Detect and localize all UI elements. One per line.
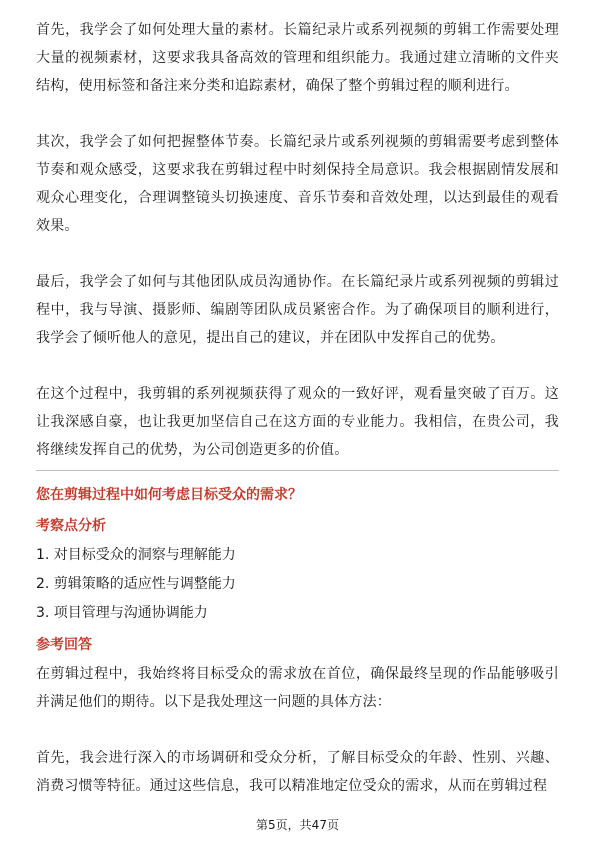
analysis-item-3: 3. 项目管理与沟通协调能力: [36, 605, 208, 621]
interview-question: 您在剪辑过程中如何考虑目标受众的需求？: [36, 487, 302, 503]
body-paragraph-2: 其次，我学会了如何把握整体节奏。长篇纪录片或系列视频的剪辑需要考虑到整体节奏和观众感受，这要求我在剪辑过程中时刻保持全局意识。我会根据剧情发展和观众心理变化，合理调整镜头切换速度、音乐节奏和音效处理，以达到最佳的观看效果。: [36, 134, 559, 234]
answer-paragraph-1: 在剪辑过程中，我始终将目标受众的需求放在首位，确保最终呈现的作品能够吸引并满足他们的期待。以下是我处理这一问题的具体方法：: [36, 666, 559, 710]
document-page: [36, 16, 559, 828]
analysis-item-2: 2. 剪辑策略的适应性与调整能力: [36, 576, 236, 592]
section-divider: [36, 470, 559, 471]
body-paragraph-4: 在这个过程中，我剪辑的系列视频获得了观众的一致好评，观看量突破了百万。这让我深感自豪，也让我更加坚信自己在这方面的专业能力。我相信，在贵公司，我将继续发挥自己的优势，为公司创造更多的价值。: [36, 386, 559, 458]
analysis-title: 考察点分析: [36, 518, 106, 534]
analysis-list: [36, 541, 559, 628]
page-number: 第5页，共47页: [256, 818, 339, 832]
analysis-item-1: 1. 对目标受众的洞察与理解能力: [36, 547, 236, 563]
body-paragraph-3: 最后，我学会了如何与其他团队成员沟通协作。在长篇纪录片或系列视频的剪辑过程中，我与导演、摄影师、编剧等团队成员紧密合作。为了确保项目的顺利进行，我学会了倾听他人的意见，提出自己的建议，并在团队中发挥自己的优势。: [36, 274, 559, 346]
body-paragraph-1: 首先，我学会了如何处理大量的素材。长篇纪录片或系列视频的剪辑工作需要处理大量的视频素材，这要求我具备高效的管理和组织能力。我通过建立清晰的文件夹结构，使用标签和备注来分类和追踪素材，确保了整个剪辑过程的顺利进行。: [36, 22, 559, 94]
answer-paragraph-2: 首先，我会进行深入的市场调研和受众分析，了解目标受众的年龄、性别、兴趣、消费习惯等特征。通过这些信息，我可以精准地定位受众的需求，从而在剪辑过程: [36, 750, 559, 794]
answer-title: 参考回答: [36, 637, 92, 653]
